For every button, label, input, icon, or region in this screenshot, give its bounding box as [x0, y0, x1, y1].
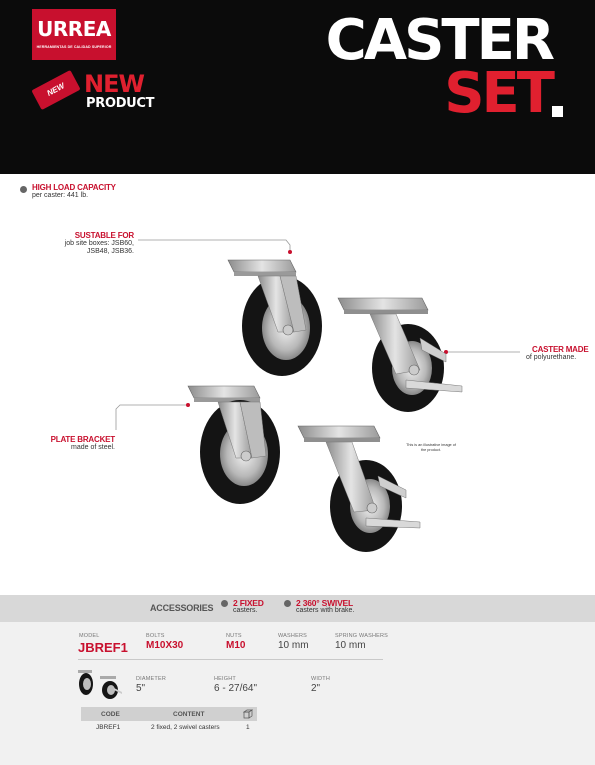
caster-made-text: of polyurethane.: [526, 354, 577, 361]
width-value: 2": [311, 683, 321, 694]
content-column-header: CONTENT: [173, 711, 205, 718]
nuts-value: M10: [226, 640, 246, 651]
title-caster: CASTER: [325, 8, 552, 73]
load-capacity-text: per caster: 441 lb.: [32, 192, 89, 199]
load-capacity-label: HIGH LOAD CAPACITY: [32, 183, 116, 192]
code-column-header: CODE: [101, 711, 120, 718]
plate-bracket-label: PLATE BRACKET: [50, 435, 115, 444]
model-label: MODEL: [79, 633, 100, 639]
washers-value: 10 mm: [278, 640, 309, 651]
caster-thumbnail-image: [76, 668, 126, 700]
product-heading: PRODUCT: [86, 96, 155, 111]
diameter-value: 5": [136, 683, 146, 694]
bolts-label: BOLTS: [146, 633, 165, 639]
fixed-caster-top: [228, 260, 322, 376]
table-row-qty: 1: [246, 724, 250, 731]
bullet-icon: [221, 600, 228, 607]
spring-washers-value: 10 mm: [335, 640, 366, 651]
washers-label: WASHERS: [278, 633, 308, 639]
fixed-casters-label: 2 FIXED: [233, 598, 264, 608]
nuts-label: NUTS: [226, 633, 242, 639]
plate-bracket-text: made of steel.: [71, 444, 115, 451]
model-value: JBREF1: [78, 640, 128, 655]
caster-set-product-image: [170, 250, 470, 595]
swivel-casters-label: 2 360° SWIVEL: [296, 598, 354, 608]
table-row-code: JBREF1: [96, 724, 121, 731]
width-label: WIDTH: [311, 676, 331, 682]
swivel-caster-right: [338, 298, 462, 412]
new-tag-text: NEW: [45, 81, 67, 98]
sustable-line2: JSB48, JSB36.: [86, 248, 134, 255]
swivel-casters-text: casters with brake.: [296, 607, 355, 614]
sustable-label: SUSTABLE FOR: [74, 231, 134, 240]
diameter-label: DIAMETER: [136, 676, 167, 682]
logo-tagline: HERRAMIENTAS DE CALIDAD SUPERIOR: [36, 45, 112, 49]
box-icon: [243, 709, 253, 719]
bullet-icon: [284, 600, 291, 607]
swivel-caster-bottom: [298, 426, 420, 552]
accessories-heading: ACCESSORIES: [150, 603, 214, 613]
sustable-line1: job site boxes: JSB60,: [64, 240, 134, 247]
logo-text: URREA: [37, 17, 111, 41]
caster-made-label: CASTER MADE: [532, 345, 589, 354]
spring-washers-label: SPRING WASHERS: [335, 633, 389, 639]
height-label: HEIGHT: [214, 676, 236, 682]
title-set: SET: [444, 61, 552, 126]
bolts-value: M10X30: [146, 640, 184, 651]
illustrative-line2: the product.: [420, 448, 442, 452]
height-value: 6 - 27/64": [214, 683, 258, 694]
illustrative-line1: This is an illustrative image of: [406, 443, 456, 447]
fixed-caster-bottom: [188, 386, 280, 504]
fixed-casters-text: casters.: [233, 607, 258, 614]
new-heading: NEW: [84, 70, 144, 98]
table-row-content: 2 fixed, 2 swivel casters: [151, 724, 220, 731]
spec-divider: [78, 659, 383, 660]
